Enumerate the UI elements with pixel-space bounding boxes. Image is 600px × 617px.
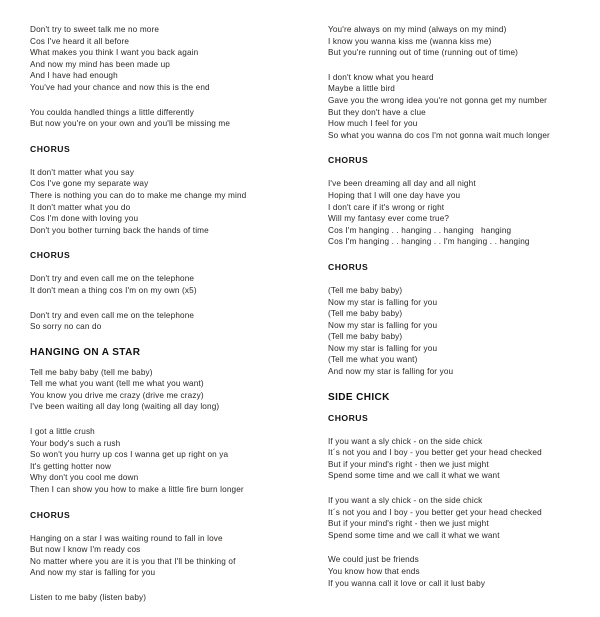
lyric-line: You're always on my mind (always on my mind) bbox=[328, 25, 507, 34]
lyric-line: Hoping that I will one day have you bbox=[328, 190, 461, 200]
lyric-line: I've been waiting all day long (waiting all day long) bbox=[30, 402, 220, 412]
chorus-label: CHORUS bbox=[328, 412, 369, 423]
lyric-verse bbox=[328, 495, 590, 541]
lyric-line: You coulda handled things a little differently bbox=[30, 107, 194, 117]
lyric-line: Cos I've heard it all before bbox=[30, 36, 130, 46]
lyric-line: So what you wanna do cos I'm not gonna wait much longer bbox=[328, 130, 550, 140]
lyric-line: And now my star is falling for you bbox=[30, 568, 156, 578]
lyric-line: What makes you think I want you back again bbox=[30, 48, 199, 58]
left-lyrics-column bbox=[30, 24, 292, 617]
lyric-line: Maybe a little bird bbox=[328, 84, 396, 94]
lyric-line: I know you wanna kiss me (wanna kiss me) bbox=[328, 36, 492, 46]
lyric-line: Listen to me baby (listen baby) bbox=[30, 593, 147, 602]
lyric-line: I've been dreaming all day and all night bbox=[328, 179, 476, 189]
lyric-line: But you're running out of time (running out of time) bbox=[328, 48, 519, 58]
lyric-line: It´s not you and I boy - you better get your head checked bbox=[328, 448, 542, 458]
right-lyrics-column bbox=[328, 24, 590, 602]
lyric-line: Spend some time and we call it what we want bbox=[328, 530, 500, 540]
lyric-verse bbox=[30, 367, 292, 413]
lyric-line: Don't you bother turning back the hands of time bbox=[30, 225, 209, 235]
lyric-verse bbox=[30, 426, 292, 496]
lyric-line: So won't you hurry up cos I wanna get up right on ya bbox=[30, 450, 229, 460]
chorus-label: CHORUS bbox=[328, 155, 369, 166]
lyric-line: Cos I'm hanging . . hanging . . hanging hanging bbox=[328, 225, 512, 235]
lyric-line: It´s not you and I boy - you better get your head checked bbox=[328, 507, 542, 517]
lyric-line: Your body's such a rush bbox=[30, 438, 121, 448]
lyric-line: You've had your chance and now this is the end bbox=[30, 82, 210, 92]
lyric-line: Don't try and even call me on the telephone bbox=[30, 310, 195, 320]
lyric-verse bbox=[328, 436, 590, 482]
lyric-verse bbox=[328, 554, 590, 589]
lyric-verse bbox=[30, 273, 292, 296]
lyric-line: Why don't you cool me down bbox=[30, 473, 139, 483]
lyric-line: (Tell me baby baby) bbox=[328, 332, 403, 342]
lyric-line: Don't try to sweet talk me no more bbox=[30, 25, 160, 34]
lyric-line: Tell me baby baby (tell me baby) bbox=[30, 367, 153, 377]
lyric-line: But if your mind's right - then we just might bbox=[328, 459, 489, 469]
lyric-verse bbox=[30, 107, 292, 130]
lyric-line: Cos I'm hanging . . hanging . . I'm hanging . . hanging bbox=[328, 237, 530, 247]
lyric-line: But if your mind's right - then we just might bbox=[328, 519, 489, 529]
lyric-line: I don't know what you heard bbox=[328, 72, 434, 82]
lyric-line: No matter where you are it is you that I'll be thinking of bbox=[30, 556, 236, 566]
lyric-line: (Tell me baby baby) bbox=[328, 285, 403, 295]
lyric-line: Tell me what you want (tell me what you want) bbox=[30, 379, 204, 389]
lyric-line: How much I feel for you bbox=[328, 119, 418, 129]
lyric-line: But they don't have a clue bbox=[328, 107, 426, 117]
lyric-line: It's getting hotter now bbox=[30, 461, 112, 471]
chorus-label: CHORUS bbox=[30, 509, 71, 520]
lyric-line: Now my star is falling for you bbox=[328, 343, 438, 353]
lyric-line: If you want a sly chick - on the side chick bbox=[328, 496, 483, 506]
lyric-verse bbox=[30, 167, 292, 237]
lyric-line: Then I can show you how to make a little fire burn longer bbox=[30, 485, 244, 495]
lyric-verse bbox=[30, 24, 292, 94]
lyric-line: Now my star is falling for you bbox=[328, 297, 438, 307]
chorus-label: CHORUS bbox=[30, 143, 71, 154]
lyric-verse bbox=[328, 285, 590, 378]
lyric-verse bbox=[328, 24, 590, 59]
lyric-verse bbox=[30, 592, 292, 604]
lyric-line: Will my fantasy ever come true? bbox=[328, 214, 450, 224]
lyric-line: And I have had enough bbox=[30, 71, 118, 81]
lyric-line: So sorry no can do bbox=[30, 322, 102, 332]
lyric-line: Hanging on a star I was waiting round to fall in love bbox=[30, 533, 223, 543]
lyric-verse bbox=[328, 72, 590, 142]
lyric-line: Now my star is falling for you bbox=[328, 320, 438, 330]
lyric-line: Spend some time and we call it what we want bbox=[328, 471, 500, 481]
song-title: HANGING ON A STAR bbox=[30, 346, 141, 358]
lyric-verse bbox=[30, 310, 292, 333]
lyric-line: And now my star is falling for you bbox=[328, 367, 454, 377]
lyric-line: I don't care if it's wrong or right bbox=[328, 202, 445, 212]
lyric-line: There is nothing you can do to make me change my mind bbox=[30, 190, 247, 200]
chorus-label: CHORUS bbox=[328, 261, 369, 272]
lyric-line: You know you drive me crazy (drive me crazy) bbox=[30, 390, 204, 400]
lyric-line: It don't matter what you do bbox=[30, 202, 131, 212]
lyric-line: It don't matter what you say bbox=[30, 167, 135, 177]
lyric-line: If you wanna call it love or call it lust baby bbox=[328, 578, 486, 588]
two-column-layout bbox=[30, 24, 574, 617]
chorus-label: CHORUS bbox=[30, 250, 71, 261]
lyric-line: I got a little crush bbox=[30, 427, 95, 437]
lyric-line: It don't mean a thing cos I'm on my own (x5) bbox=[30, 285, 197, 295]
lyric-line: You know how that ends bbox=[328, 567, 420, 576]
lyric-line: (Tell me baby baby) bbox=[328, 309, 403, 319]
lyric-line: Don't try and even call me on the telephone bbox=[30, 274, 195, 284]
lyric-line: But now you're on your own and you'll be missing me bbox=[30, 119, 231, 129]
lyric-line: But now I know I'm ready cos bbox=[30, 545, 141, 555]
lyric-verse bbox=[30, 533, 292, 579]
song-title: SIDE CHICK bbox=[328, 391, 390, 403]
lyric-line: (Tell me what you want) bbox=[328, 355, 418, 365]
lyric-line: And now my mind has been made up bbox=[30, 59, 170, 69]
lyric-line: We could just be friends bbox=[328, 555, 419, 565]
lyric-line: Cos I'm done with loving you bbox=[30, 214, 139, 224]
lyric-line: Cos I've gone my separate way bbox=[30, 179, 149, 189]
lyric-verse bbox=[328, 178, 590, 248]
lyric-line: Gave you the wrong idea you're not gonna get my number bbox=[328, 95, 548, 105]
lyric-line: If you want a sly chick - on the side chick bbox=[328, 436, 483, 446]
